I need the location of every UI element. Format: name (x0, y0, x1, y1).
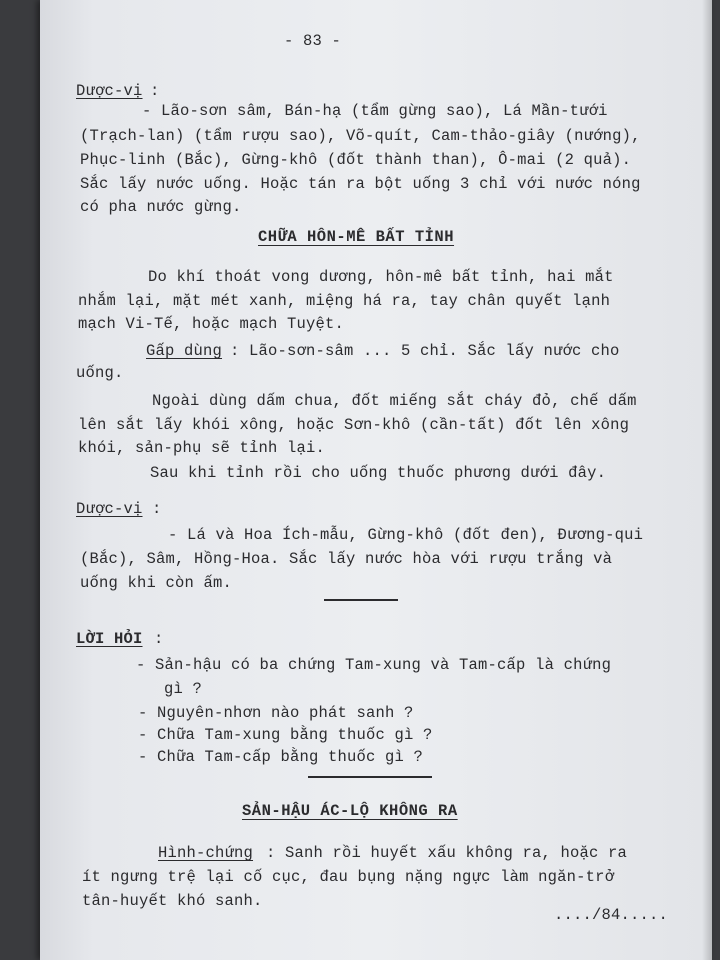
document-page (40, 0, 712, 960)
text-line: uống. (76, 364, 124, 382)
divider-line (324, 599, 398, 601)
section-heading: CHỮA HÔN-MÊ BẤT TỈNH (258, 228, 455, 246)
section-label-duoc-vi: Dược-vị (76, 82, 143, 100)
text-line: Sắc lấy nước uống. Hoặc tán ra bột uống 3 chỉ với nước nóng (80, 175, 641, 193)
text-line: uống khi còn ấm. (80, 574, 233, 592)
text-line: Phục-linh (Bắc), Gừng-khô (đốt thành than), Ô-mai (2 quả). (80, 151, 632, 169)
text-line: Ngoài dùng dấm chua, đốt miếng sắt cháy đỏ, chế dấm (152, 392, 637, 410)
text-line: : Sanh rồi huyết xấu không ra, hoặc ra (266, 844, 628, 862)
question-item: - Nguyên-nhơn nào phát sanh ? (138, 704, 414, 722)
text-line: Do khí thoát vong dương, hôn-mê bất tỉnh, hai mắt (148, 268, 614, 286)
questions-label: LỜI HỎI (76, 630, 143, 648)
text-line: mạch Vi-Tế, hoặc mạch Tuyệt. (78, 315, 345, 333)
text-line: Sau khi tỉnh rồi cho uống thuốc phương dưới đây. (150, 464, 607, 482)
text-line: - Lá và Hoa Ích-mẫu, Gừng-khô (đốt đen), Đương-qui (168, 526, 644, 544)
text-line: - Lão-sơn sâm, Bán-hạ (tẩm gừng sao), Lá Mần-tưới (142, 102, 608, 120)
text-line: (Bắc), Sâm, Hồng-Hoa. Sắc lấy nước hòa với rượu trắng và (80, 550, 613, 568)
text-line: ít ngưng trệ lại cố cục, đau bụng nặng ngực làm ngăn-trở (82, 868, 615, 886)
text-line: khói, sản-phụ sẽ tỉnh lại. (78, 439, 326, 457)
text-line: lên sắt lấy khói xông, hoặc Sơn-khô (cần-tất) đốt lên xông (78, 416, 630, 434)
question-item: - Chữa Tam-cấp bằng thuốc gì ? (138, 748, 424, 766)
text-line: tân-huyết khó sanh. (82, 892, 263, 910)
text-line: nhắm lại, mặt mét xanh, miệng há ra, tay chân quyết lạnh (78, 292, 611, 310)
divider-line (308, 776, 432, 778)
page-number: - 83 - (284, 32, 342, 50)
question-item: gì ? (164, 680, 203, 698)
section-colon: : (150, 82, 160, 100)
question-item: - Sản-hậu có ba chứng Tam-xung và Tam-cấp là chứng (136, 656, 612, 674)
text-line: : Lão-sơn-sâm ... 5 chỉ. Sắc lấy nước cho (230, 342, 620, 360)
symptoms-label: Hình-chứng (158, 844, 254, 862)
section-colon: : (154, 630, 164, 648)
text-line: (Trạch-lan) (tẩm rượu sao), Võ-quít, Cam-thảo-giây (nướng), (80, 127, 641, 145)
section-label-duoc-vi: Dược-vị (76, 500, 143, 518)
question-item: - Chữa Tam-xung bằng thuốc gì ? (138, 726, 433, 744)
emergency-use-label: Gấp dùng (146, 342, 223, 360)
section-colon: : (152, 500, 162, 518)
text-line: có pha nước gừng. (80, 198, 242, 216)
continuation-marker: ..../84..... (554, 906, 669, 924)
section-heading: SẢN-HẬU ÁC-LỘ KHÔNG RA (242, 802, 458, 820)
